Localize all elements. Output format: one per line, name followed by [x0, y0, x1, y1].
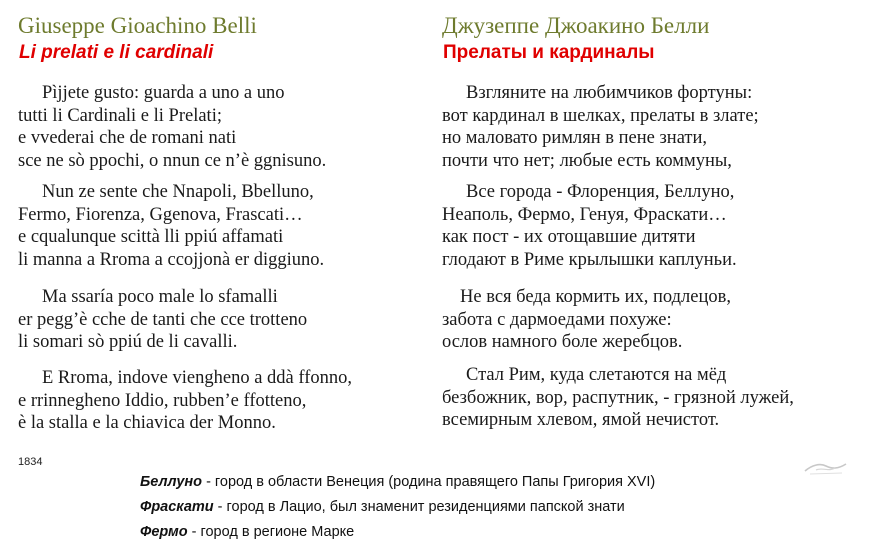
- footnote: [140, 470, 655, 495]
- verse-line: tutti li Cardinali e li Prelati;: [18, 105, 222, 126]
- verse-line: всемирным хлевом, ямой нечистот.: [442, 410, 720, 430]
- verse-line: забота с дармоедами похуже:: [442, 309, 672, 330]
- verse-line: Стал Рим, куда слетаются на мёд: [466, 365, 727, 385]
- footnote-text: - город в области Венеция (родина правящего Папы Григория XVI): [202, 474, 656, 490]
- footnote-term: Фраскати: [140, 499, 214, 515]
- stanza-2-russian: [442, 181, 737, 271]
- stanza-4-italian: [18, 367, 352, 435]
- verse-line: Fermo, Fiorenza, Ggenova, Frascati…: [18, 204, 303, 225]
- verse-line: Не вся беда кормить их, подлецов,: [460, 287, 731, 307]
- footnote-text: - город в Лацио, был знаменит резиденциями папской знати: [213, 499, 625, 515]
- verse-line: но маловато римлян в пене знати,: [442, 128, 708, 148]
- verse-line: Все города - Флоренция, Беллуно,: [466, 182, 735, 202]
- verse-line: sce ne sò ppochi, o nnun ce n’è ggnisuno.: [18, 150, 327, 171]
- verse-line: Ma ssaría poco male lo sfamalli: [42, 287, 278, 307]
- verse-line: Nun ze sente che Nnapoli, Bbelluno,: [42, 182, 314, 202]
- poem-title-italian: Li prelati e li cardinali: [19, 42, 214, 63]
- verse-line: E Rroma, indove viengheno a ddà ffonno,: [42, 368, 352, 388]
- footnote: [140, 520, 655, 545]
- stanza-1-italian: [18, 82, 326, 172]
- verse-line: вот кардинал в шелках, прелаты в злате;: [442, 105, 759, 126]
- stanza-2-italian: [18, 181, 324, 271]
- verse-line: как пост - их отощавшие дитяти: [442, 227, 696, 247]
- verse-line: почти что нет; любые есть коммуны,: [442, 150, 732, 171]
- footnote-term: Фермо: [140, 524, 188, 540]
- author-name-russian: Джузеппе Джоакино Белли: [442, 13, 710, 38]
- verse-line: безбожник, вор, распутник, - грязной лужей,: [442, 387, 794, 408]
- author-name-italian: Giuseppe Gioachino Belli: [18, 13, 257, 38]
- stanza-1-russian: [442, 82, 759, 172]
- verse-line: ослов намного боле жеребцов.: [442, 332, 683, 352]
- year-label: 1834: [18, 456, 43, 468]
- verse-line: e cqualunque scittà lli ppiú affamati: [18, 227, 284, 247]
- verse-line: e rrinnegheno Iddio, rubben’e ffotteno,: [18, 390, 307, 411]
- verse-line: è la stalla e la chiavica der Monno.: [18, 413, 276, 433]
- signature-mark: [802, 456, 850, 478]
- stanza-3-russian: [442, 286, 731, 354]
- verse-line: li somari sò ppiú de li cavalli.: [18, 332, 238, 352]
- verse-line: Pìjjete gusto: guarda a uno a uno: [42, 83, 285, 103]
- poem-title-russian: Прелаты и кардиналы: [443, 42, 655, 63]
- verse-line: Взгляните на любимчиков фортуны:: [466, 83, 753, 103]
- verse-line: e vvederai che de romani nati: [18, 128, 237, 148]
- footnote-text: - город в регионе Марке: [187, 524, 355, 540]
- verse-line: Неаполь, Фермо, Генуя, Фраскати…: [442, 204, 727, 225]
- verse-line: глодают в Риме крылышки каплуньи.: [442, 249, 737, 270]
- verse-line: er pegg’è cche de tanti che cce trotteno: [18, 309, 308, 330]
- footnote-term: Беллуно: [140, 474, 203, 490]
- footnotes: [140, 470, 655, 545]
- stanza-3-italian: [18, 286, 307, 354]
- stanza-4-russian: [442, 364, 794, 432]
- footnote: [140, 495, 655, 520]
- verse-line: li manna a Rroma a ccojjonà er diggiuno.: [18, 249, 325, 270]
